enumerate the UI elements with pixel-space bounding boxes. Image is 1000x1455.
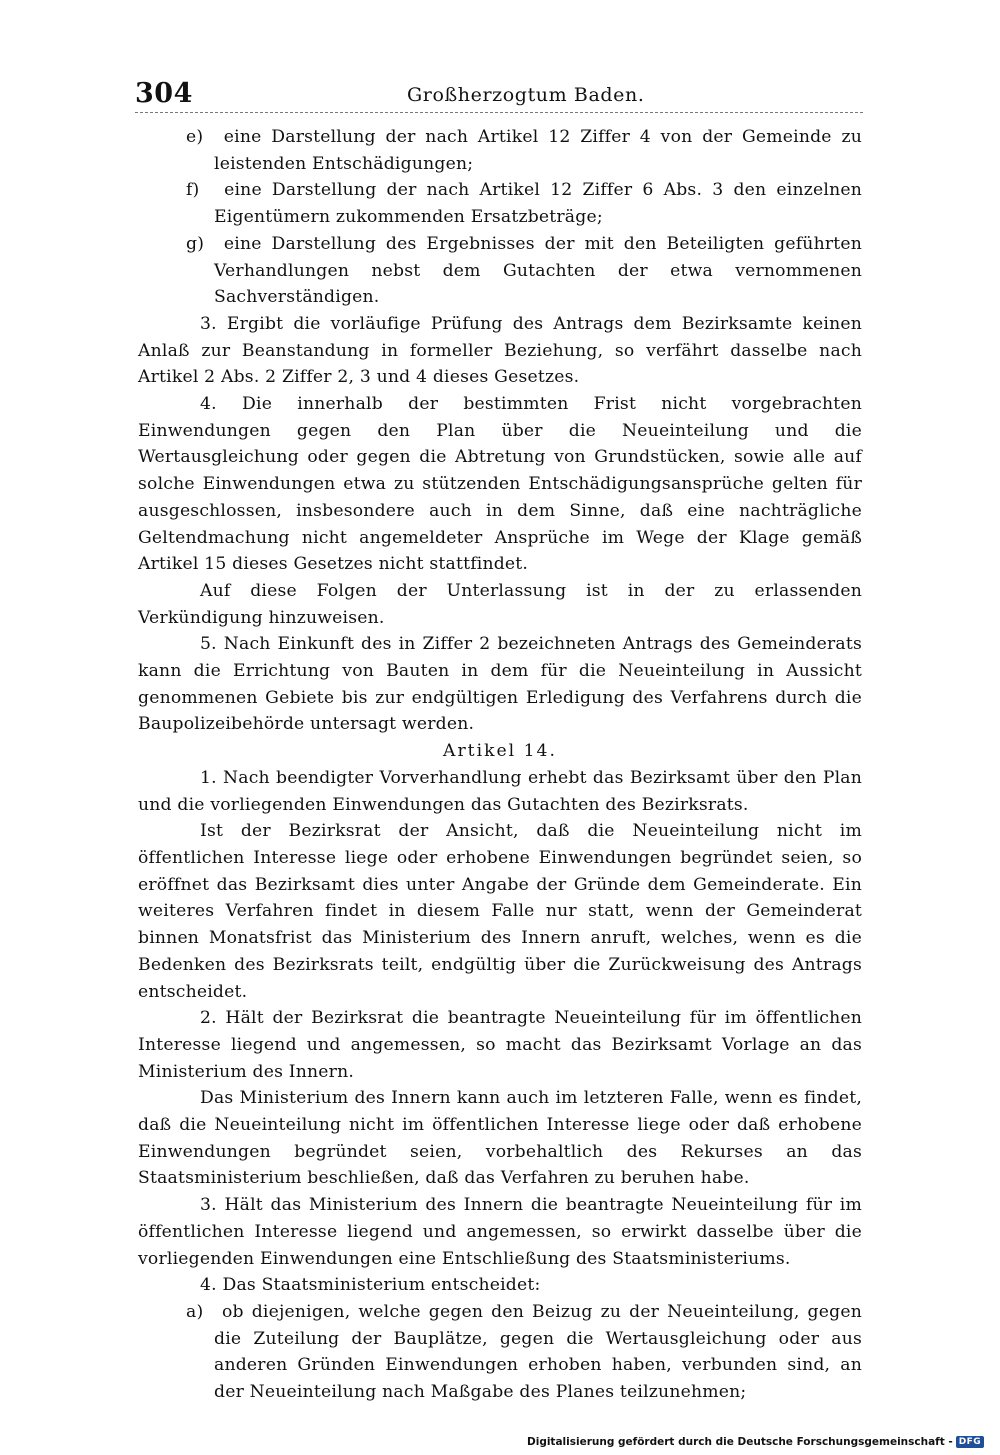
dfg-logo: DFG: [956, 1436, 984, 1448]
paragraph: 2. Hält der Bezirksrat die beantragte Neueinteilung für im öffentlichen Interesse liegend und angemessen, so macht das Bezirksamt Vorlage an das Ministerium des Innern.: [138, 1008, 862, 1082]
paragraph: Ist der Bezirksrat der Ansicht, daß die Neueinteilung nicht im öffentlichen Interesse liege oder erhobene Einwendungen begründet seien, so eröffnet das Bezirksamt dies unter Angabe der Gründe dem Gemeinderate. Ein weiteres Verfahren findet in diesem Falle nur statt, wenn der Gemeinderat binnen Monatsfrist das Ministerium des Innern anruft, welches, wenn es die Bedenken des Bezirksrats teilt, endgültig über die Zurückweisung des Antrags entscheidet.: [138, 821, 862, 1002]
paragraph: Das Ministerium des Innern kann auch im letzteren Falle, wenn es findet, daß die Neueinteilung nicht im öffentlichen Interesse liege oder daß erhobene Einwendungen begründet seien, vorbehaltlich des Rekurses an das Staatsministerium beschließen, daß das Verfahren zu beruhen habe.: [138, 1088, 862, 1189]
paragraph: 5. Nach Einkunft des in Ziffer 2 bezeichneten Antrags des Gemeinderats kann die Errichtung von Bauten in dem für die Neueinteilung in Aussicht genommenen Gebiete bis zur endgültigen Erledigung des Verfahrens durch die Baupolizeibehörde untersagt werden.: [138, 634, 862, 735]
list-item-text: eine Darstellung der nach Artikel 12 Ziffer 4 von der Gemeinde zu leistenden Entschädigungen;: [214, 127, 862, 174]
paragraph: 3. Hält das Ministerium des Innern die beantragte Neueinteilung für im öffentlichen Interesse liegend und angemessen, so erwirkt dasselbe über die vorliegenden Einwendungen eine Entschließung des Staatsministeriums.: [138, 1195, 862, 1269]
list-item: [138, 124, 862, 177]
paragraph: 4. Die innerhalb der bestimmten Frist nicht vorgebrachten Einwendungen gegen den Plan über die Neueinteilung und die Wertausgleichung oder gegen die Abtretung von Grundstücken, sowie alle auf solche Einwendungen etwa zu stützenden Entschädigungsansprüche gelten für ausgeschlossen, insbesondere auch in dem Sinne, daß eine nachträgliche Geltendmachung nicht angemeldeter Ansprüche im Wege der Klage gemäß Artikel 15 dieses Gesetzes nicht stattfindet.: [138, 394, 862, 575]
paragraph: 1. Nach beendigter Vorverhandlung erhebt das Bezirksamt über den Plan und die vorliegenden Einwendungen das Gutachten des Bezirksrats.: [138, 767, 862, 815]
list-item-text: eine Darstellung der nach Artikel 12 Ziffer 6 Abs. 3 den einzelnen Eigentümern zukommenden Ersatzbeträge;: [214, 180, 862, 228]
footer-credit-text: Digitalisierung gefördert durch die Deutsche Forschungsgemeinschaft -: [527, 1436, 953, 1448]
list-item-marker: f): [186, 180, 200, 201]
list-item: [138, 231, 862, 311]
footer-credit: [527, 1436, 984, 1448]
page-number: 304: [135, 78, 193, 109]
paragraph: Auf diese Folgen der Unterlassung ist in der zu erlassenden Verkündigung hinzuweisen.: [138, 580, 862, 628]
article-heading: Artikel 14.: [443, 741, 557, 762]
list-item: [138, 1299, 862, 1406]
list-item: [138, 177, 862, 230]
list-item-text: ob diejenigen, welche gegen den Beizug zu der Neueinteilung, gegen die Zuteilung der Bauplätze, gegen die Wertausgleichung oder aus anderen Gründen Einwendungen erhoben haben, verbunden sind, an der Neueinteilung nach Maßgabe des Planes teilzunehmen;: [214, 1301, 862, 1403]
list-item-text: eine Darstellung des Ergebnisses der mit den Beteiligten geführten Verhandlungen nebst dem Gutachten der etwa vernommenen Sachverständigen.: [214, 233, 863, 308]
page-header: [135, 78, 863, 114]
paragraph: 4. Das Staatsministerium entscheidet:: [200, 1275, 541, 1296]
list-item-marker: e): [186, 127, 204, 147]
list-item-marker: a): [186, 1301, 204, 1322]
list-item-marker: g): [186, 233, 205, 254]
paragraph: 3. Ergibt die vorläufige Prüfung des Antrags dem Bezirksamte keinen Anlaß zur Beanstandung in formeller Beziehung, so verfährt dasselbe nach Artikel 2 Abs. 2 Ziffer 2, 3 und 4 dieses Gesetzes.: [138, 313, 862, 388]
body-text: [138, 124, 862, 1406]
header-rule: [135, 112, 863, 113]
running-head: Großherzogtum Baden.: [407, 84, 645, 106]
